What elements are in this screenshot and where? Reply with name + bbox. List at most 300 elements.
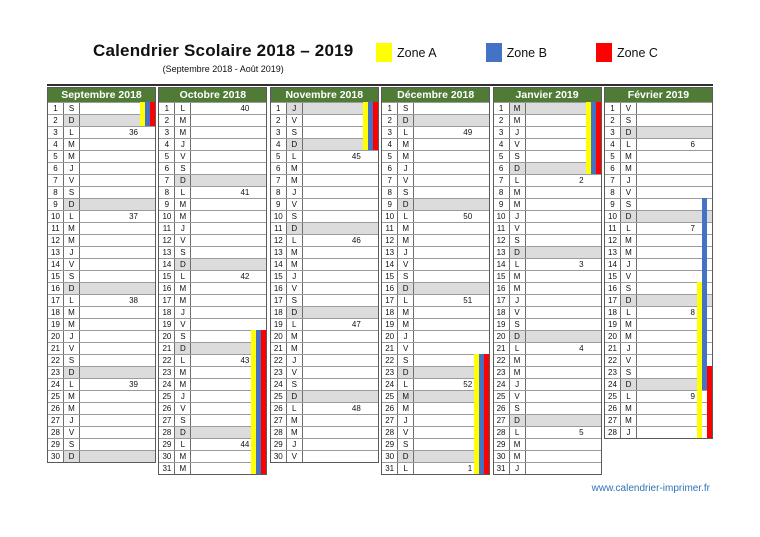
- day-row: [382, 114, 489, 126]
- day-row: [494, 150, 601, 162]
- day-letter: M: [510, 271, 526, 282]
- day-number: 10: [382, 211, 398, 222]
- day-number: 17: [48, 295, 64, 306]
- day-number: 12: [271, 235, 287, 246]
- day-number: 7: [48, 175, 64, 186]
- week-number: 42: [240, 272, 250, 281]
- day-letter: J: [398, 163, 414, 174]
- day-cell: [526, 247, 601, 258]
- day-cell: [414, 283, 489, 294]
- day-number: 3: [159, 127, 175, 138]
- day-row: [494, 318, 601, 330]
- day-row: [605, 162, 712, 174]
- day-number: 26: [271, 403, 287, 414]
- day-row: [271, 102, 378, 114]
- day-row: [159, 210, 266, 222]
- day-row: [382, 174, 489, 186]
- day-row: [382, 270, 489, 282]
- day-row: [271, 222, 378, 234]
- day-cell: [80, 415, 155, 426]
- day-cell: [414, 355, 489, 366]
- week-number: 1: [467, 464, 473, 473]
- zone-c-stripe: [596, 150, 601, 162]
- day-letter: D: [510, 415, 526, 426]
- day-number: 16: [382, 283, 398, 294]
- day-row: [48, 318, 155, 330]
- day-letter: M: [287, 259, 303, 270]
- day-letter: V: [64, 343, 80, 354]
- day-number: 23: [382, 367, 398, 378]
- day-letter: L: [64, 211, 80, 222]
- zone-c-stripe: [484, 378, 489, 390]
- day-cell: [414, 331, 489, 342]
- day-row: [605, 222, 712, 234]
- day-row: [271, 126, 378, 138]
- day-number: 8: [382, 187, 398, 198]
- day-letter: J: [510, 211, 526, 222]
- day-letter: L: [621, 307, 637, 318]
- day-letter: D: [398, 115, 414, 126]
- day-cell: [80, 307, 155, 318]
- day-number: 16: [159, 283, 175, 294]
- zone-c-stripe: [261, 342, 266, 354]
- day-row: [494, 246, 601, 258]
- day-letter: D: [398, 367, 414, 378]
- day-row: [605, 258, 712, 270]
- day-row: [159, 270, 266, 282]
- day-number: 4: [605, 139, 621, 150]
- day-number: 20: [159, 331, 175, 342]
- day-cell: [526, 463, 601, 474]
- day-row: [382, 198, 489, 210]
- day-row: [48, 342, 155, 354]
- day-number: 14: [48, 259, 64, 270]
- day-letter: M: [621, 151, 637, 162]
- day-number: 6: [605, 163, 621, 174]
- day-letter: M: [64, 151, 80, 162]
- day-cell: [637, 235, 712, 246]
- day-number: 7: [382, 175, 398, 186]
- day-row: [48, 378, 155, 390]
- zone-b-stripe: [702, 342, 707, 354]
- day-letter: M: [64, 235, 80, 246]
- day-cell: [80, 403, 155, 414]
- zone-b-stripe: [702, 234, 707, 246]
- day-row: [605, 270, 712, 282]
- day-letter: V: [175, 151, 191, 162]
- day-letter: J: [398, 415, 414, 426]
- day-letter: V: [510, 307, 526, 318]
- day-cell: [526, 151, 601, 162]
- day-row: [48, 234, 155, 246]
- day-number: 13: [159, 247, 175, 258]
- day-number: 28: [48, 427, 64, 438]
- day-letter: J: [64, 415, 80, 426]
- day-cell: [191, 223, 266, 234]
- day-letter: V: [398, 343, 414, 354]
- day-letter: S: [64, 355, 80, 366]
- day-number: 28: [271, 427, 287, 438]
- page-title: Calendrier Scolaire 2018 – 2019: [93, 41, 354, 60]
- day-number: 4: [494, 139, 510, 150]
- day-cell: [637, 307, 712, 318]
- day-number: 29: [494, 439, 510, 450]
- day-number: 23: [48, 367, 64, 378]
- zone-c-stripe: [261, 378, 266, 390]
- day-row: [48, 294, 155, 306]
- day-number: 18: [271, 307, 287, 318]
- day-row: [605, 102, 712, 114]
- day-letter: L: [398, 127, 414, 138]
- day-letter: D: [64, 199, 80, 210]
- day-row: [271, 234, 378, 246]
- day-number: 26: [159, 403, 175, 414]
- day-cell: [303, 379, 378, 390]
- day-number: 15: [382, 271, 398, 282]
- day-number: 13: [494, 247, 510, 258]
- day-number: 30: [382, 451, 398, 462]
- day-number: 29: [48, 439, 64, 450]
- day-row: [159, 150, 266, 162]
- day-row: [48, 222, 155, 234]
- day-letter: L: [510, 343, 526, 354]
- week-number: 7: [690, 224, 695, 233]
- day-row: [605, 390, 712, 402]
- day-letter: S: [398, 439, 414, 450]
- zone-c-stripe: [484, 462, 489, 474]
- day-row: [494, 366, 601, 378]
- day-letter: L: [175, 103, 191, 114]
- day-row: [271, 258, 378, 270]
- day-row: [382, 306, 489, 318]
- day-number: 30: [271, 451, 287, 462]
- day-letter: L: [287, 403, 303, 414]
- day-cell: [303, 139, 378, 150]
- day-row: [159, 426, 266, 438]
- day-cell: [80, 295, 155, 306]
- day-cell: [191, 367, 266, 378]
- day-letter: M: [287, 331, 303, 342]
- day-letter: J: [621, 427, 637, 438]
- day-number: 20: [271, 331, 287, 342]
- zone-b-label: Zone B: [506, 45, 547, 60]
- day-letter: S: [287, 211, 303, 222]
- day-row: [494, 402, 601, 414]
- day-number: 16: [605, 283, 621, 294]
- day-number: 10: [271, 211, 287, 222]
- day-letter: L: [398, 463, 414, 474]
- day-row: [605, 234, 712, 246]
- day-number: 24: [494, 379, 510, 390]
- day-row: [271, 270, 378, 282]
- day-number: 22: [159, 355, 175, 366]
- day-row: [382, 246, 489, 258]
- day-letter: D: [64, 367, 80, 378]
- day-row: [48, 162, 155, 174]
- day-cell: [191, 127, 266, 138]
- day-number: 12: [494, 235, 510, 246]
- day-number: 3: [605, 127, 621, 138]
- day-letter: J: [287, 103, 303, 114]
- day-row: [382, 414, 489, 426]
- zone-c-stripe: [373, 138, 378, 150]
- day-number: 2: [605, 115, 621, 126]
- day-number: 28: [494, 427, 510, 438]
- day-number: 27: [494, 415, 510, 426]
- day-cell: [414, 139, 489, 150]
- day-cell: [526, 331, 601, 342]
- week-number: 49: [463, 128, 473, 137]
- day-number: 16: [494, 283, 510, 294]
- day-number: 1: [48, 103, 64, 114]
- day-letter: M: [621, 163, 637, 174]
- day-letter: D: [64, 283, 80, 294]
- day-letter: M: [175, 199, 191, 210]
- day-cell: [191, 247, 266, 258]
- day-letter: M: [510, 199, 526, 210]
- day-row: [48, 414, 155, 426]
- day-row: [48, 426, 155, 438]
- day-row: [48, 114, 155, 126]
- day-letter: M: [398, 139, 414, 150]
- day-letter: D: [175, 427, 191, 438]
- day-cell: [80, 115, 155, 126]
- day-row: [48, 198, 155, 210]
- day-letter: D: [398, 451, 414, 462]
- day-number: 11: [382, 223, 398, 234]
- day-cell: [414, 379, 489, 390]
- day-row: [605, 246, 712, 258]
- zone-c-stripe: [261, 390, 266, 402]
- day-cell: [637, 331, 712, 342]
- day-number: 15: [494, 271, 510, 282]
- zone-c-stripe: [261, 366, 266, 378]
- day-letter: S: [510, 151, 526, 162]
- day-number: 4: [382, 139, 398, 150]
- day-letter: L: [621, 391, 637, 402]
- day-row: [48, 354, 155, 366]
- week-number: 48: [351, 404, 361, 413]
- day-number: 7: [494, 175, 510, 186]
- month-header: Décembre 2018: [382, 88, 489, 102]
- day-cell: [526, 391, 601, 402]
- day-cell: [191, 211, 266, 222]
- zone-c-stripe: [484, 426, 489, 438]
- day-letter: D: [287, 391, 303, 402]
- day-number: 16: [271, 283, 287, 294]
- day-row: [271, 114, 378, 126]
- day-number: 19: [159, 319, 175, 330]
- day-letter: L: [64, 295, 80, 306]
- day-cell: [303, 307, 378, 318]
- day-number: 11: [48, 223, 64, 234]
- zone-a-swatch: [376, 43, 392, 62]
- day-row: [271, 162, 378, 174]
- day-cell: [526, 175, 601, 186]
- day-cell: [303, 367, 378, 378]
- day-letter: V: [510, 139, 526, 150]
- day-letter: V: [64, 259, 80, 270]
- zone-c-stripe: [707, 378, 712, 390]
- day-number: 17: [271, 295, 287, 306]
- day-cell: [303, 271, 378, 282]
- day-number: 13: [605, 247, 621, 258]
- day-letter: S: [510, 403, 526, 414]
- day-cell: [526, 211, 601, 222]
- day-row: [382, 390, 489, 402]
- day-row: [494, 234, 601, 246]
- day-cell: [637, 259, 712, 270]
- day-number: 19: [494, 319, 510, 330]
- day-cell: [526, 439, 601, 450]
- day-cell: [637, 199, 712, 210]
- day-row: [605, 210, 712, 222]
- month-header: Janvier 2019: [494, 88, 601, 102]
- day-number: 2: [494, 115, 510, 126]
- zone-b-stripe: [702, 246, 707, 258]
- day-cell: [414, 211, 489, 222]
- day-row: [382, 294, 489, 306]
- day-cell: [414, 187, 489, 198]
- day-cell: [303, 295, 378, 306]
- day-cell: [80, 283, 155, 294]
- day-number: 21: [271, 343, 287, 354]
- day-number: 3: [271, 127, 287, 138]
- day-number: 30: [159, 451, 175, 462]
- day-letter: J: [621, 259, 637, 270]
- day-number: 29: [382, 439, 398, 450]
- day-letter: S: [621, 283, 637, 294]
- day-cell: [191, 427, 266, 438]
- day-row: [494, 102, 601, 114]
- day-row: [159, 378, 266, 390]
- zone-c-stripe: [484, 366, 489, 378]
- day-number: 25: [605, 391, 621, 402]
- day-number: 24: [382, 379, 398, 390]
- website-link[interactable]: www.calendrier-imprimer.fr: [591, 483, 710, 494]
- day-row: [48, 390, 155, 402]
- day-letter: M: [398, 391, 414, 402]
- day-number: 26: [382, 403, 398, 414]
- week-number: 44: [240, 440, 250, 449]
- day-row: [159, 306, 266, 318]
- table-top-border: [47, 84, 713, 86]
- day-row: [48, 402, 155, 414]
- day-row: [494, 114, 601, 126]
- day-row: [382, 438, 489, 450]
- day-letter: V: [510, 391, 526, 402]
- day-cell: [637, 295, 712, 306]
- day-letter: L: [287, 319, 303, 330]
- zone-c-label: Zone C: [616, 45, 658, 60]
- day-number: 20: [382, 331, 398, 342]
- day-cell: [191, 319, 266, 330]
- day-row: [271, 354, 378, 366]
- day-number: 10: [494, 211, 510, 222]
- month-header: Février 2019: [605, 88, 712, 102]
- day-letter: S: [510, 235, 526, 246]
- day-letter: D: [621, 295, 637, 306]
- day-row: [271, 330, 378, 342]
- day-number: 18: [605, 307, 621, 318]
- day-row: [605, 342, 712, 354]
- day-row: [494, 126, 601, 138]
- zone-c-stripe: [484, 354, 489, 366]
- day-cell: [637, 139, 712, 150]
- zone-c-stripe: [261, 450, 266, 462]
- day-cell: [80, 223, 155, 234]
- day-letter: M: [175, 451, 191, 462]
- zone-b-stripe: [702, 258, 707, 270]
- day-letter: M: [510, 439, 526, 450]
- day-row: [48, 450, 155, 462]
- page-subtitle: (Septembre 2018 - Août 2019): [162, 64, 284, 74]
- day-number: 18: [159, 307, 175, 318]
- day-row: [494, 426, 601, 438]
- day-row: [494, 306, 601, 318]
- day-letter: M: [621, 403, 637, 414]
- day-row: [605, 138, 712, 150]
- calendar-grid: [47, 87, 713, 475]
- day-number: 16: [48, 283, 64, 294]
- day-cell: [191, 271, 266, 282]
- day-letter: L: [287, 151, 303, 162]
- day-number: 23: [494, 367, 510, 378]
- day-letter: J: [621, 175, 637, 186]
- day-letter: S: [64, 439, 80, 450]
- day-cell: [526, 295, 601, 306]
- day-number: 4: [48, 139, 64, 150]
- day-number: 1: [382, 103, 398, 114]
- day-cell: [303, 151, 378, 162]
- day-number: 27: [382, 415, 398, 426]
- day-cell: [637, 355, 712, 366]
- day-letter: S: [287, 127, 303, 138]
- day-number: 29: [159, 439, 175, 450]
- day-number: 25: [494, 391, 510, 402]
- day-letter: S: [175, 247, 191, 258]
- day-cell: [526, 451, 601, 462]
- day-number: 17: [382, 295, 398, 306]
- day-row: [271, 426, 378, 438]
- day-row: [494, 378, 601, 390]
- day-letter: D: [175, 343, 191, 354]
- day-row: [48, 438, 155, 450]
- day-letter: J: [64, 247, 80, 258]
- zone-c-stripe: [707, 402, 712, 414]
- day-number: 19: [382, 319, 398, 330]
- day-number: 14: [159, 259, 175, 270]
- day-cell: [637, 343, 712, 354]
- day-cell: [191, 331, 266, 342]
- day-number: 18: [494, 307, 510, 318]
- day-cell: [414, 463, 489, 474]
- day-cell: [191, 259, 266, 270]
- day-letter: V: [175, 403, 191, 414]
- day-number: 31: [159, 463, 175, 474]
- zone-c-swatch: [596, 43, 612, 62]
- day-letter: L: [510, 175, 526, 186]
- day-letter: S: [175, 415, 191, 426]
- day-letter: V: [621, 187, 637, 198]
- day-letter: M: [175, 211, 191, 222]
- day-number: 4: [159, 139, 175, 150]
- day-cell: [191, 235, 266, 246]
- day-letter: S: [398, 271, 414, 282]
- day-row: [271, 186, 378, 198]
- day-letter: J: [510, 127, 526, 138]
- day-number: 20: [48, 331, 64, 342]
